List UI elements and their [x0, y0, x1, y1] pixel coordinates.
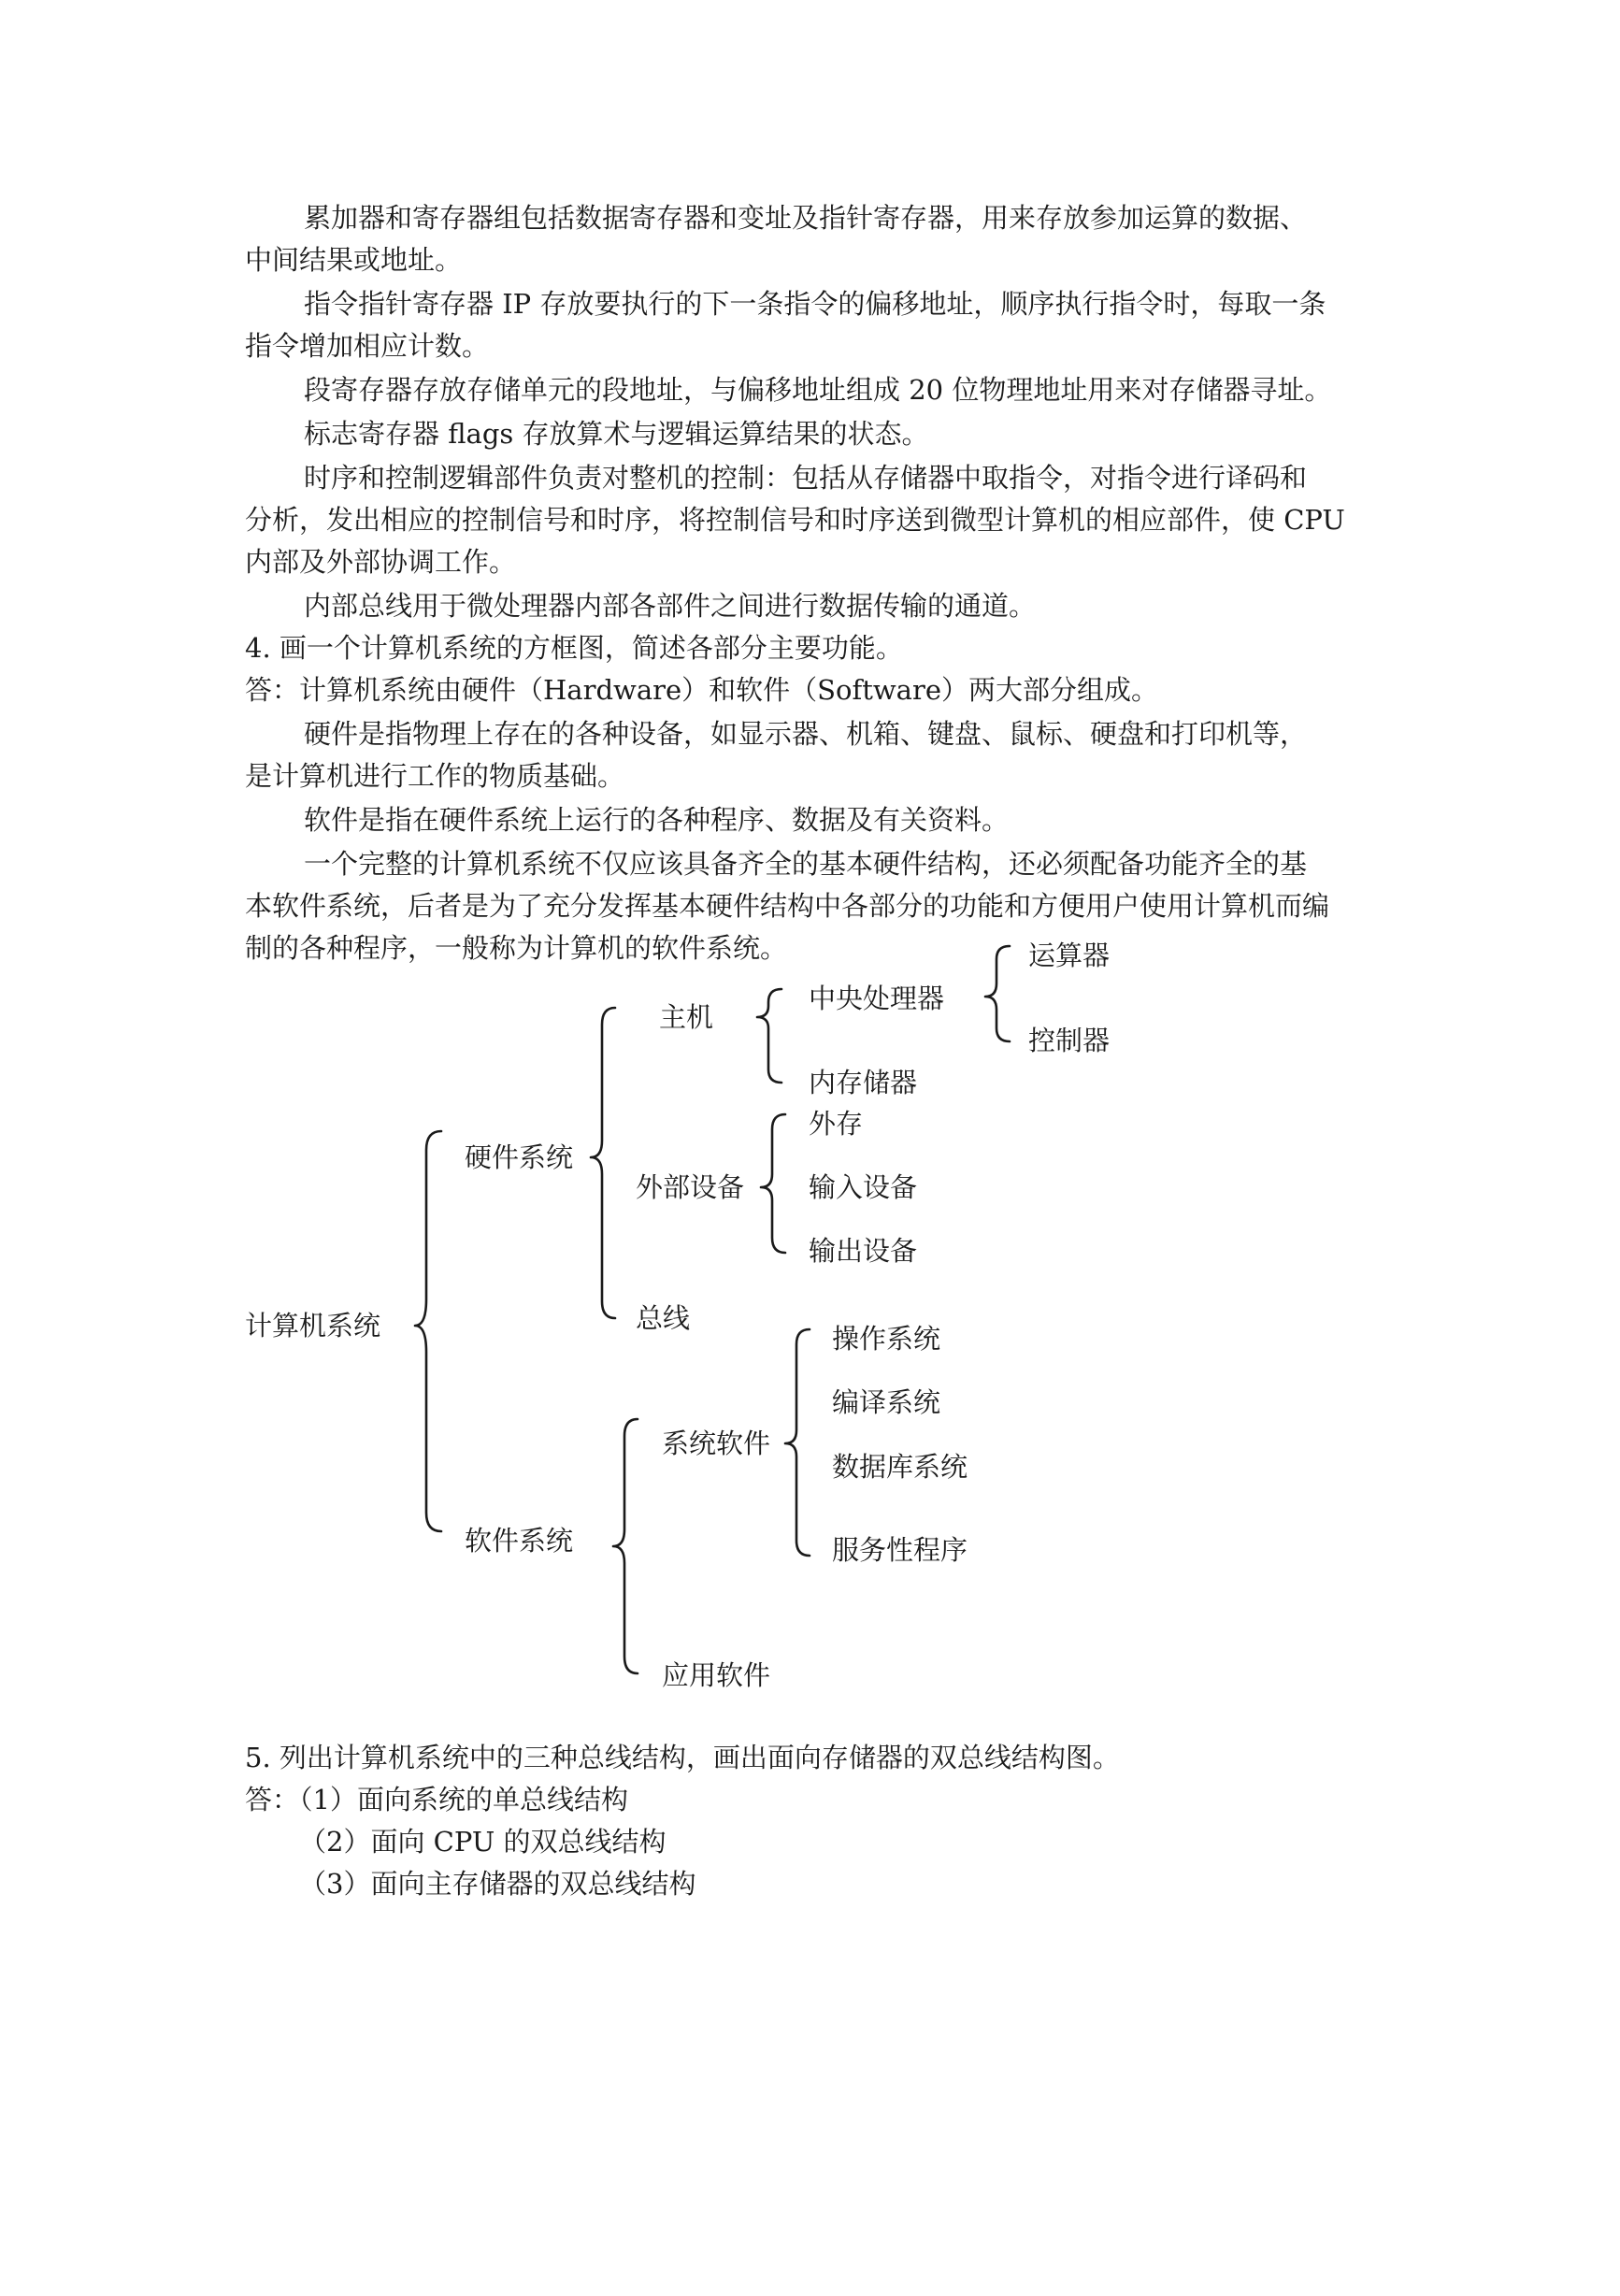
brace-host [757, 989, 781, 1083]
brace-system-software [785, 1329, 810, 1556]
brace-hardware [591, 1008, 615, 1318]
tree-node-root: 计算机系统 [245, 1310, 381, 1342]
tree-node-input: 输入设备 [809, 1171, 918, 1203]
paragraph-flags-register: 标志寄存器 flags 存放算术与逻辑运算结果的状态。 [304, 418, 929, 450]
paragraph-complete-system-line3: 制的各种程序，一般称为计算机的软件系统。 [245, 932, 788, 964]
paragraph-ip-line2: 指令增加相应计数。 [245, 330, 490, 362]
tree-node-memory: 内存储器 [809, 1067, 918, 1098]
paragraph-software: 软件是指在硬件系统上运行的各种程序、数据及有关资料。 [304, 804, 1010, 836]
tree-node-database: 数据库系统 [832, 1451, 968, 1483]
tree-node-bus: 总线 [636, 1302, 691, 1334]
answer-4-intro: 答：计算机系统由硬件（Hardware）和软件（Software）两大部分组成。 [245, 674, 1158, 706]
tree-node-system-software: 系统软件 [662, 1428, 771, 1459]
brace-root [415, 1131, 441, 1531]
paragraph-ip-line1: 指令指针寄存器 IP 存放要执行的下一条指令的偏移地址，顺序执行指令时，每取一条 [304, 288, 1326, 320]
brace-peripherals [761, 1114, 785, 1253]
question-4: 4. 画一个计算机系统的方框图，简述各部分主要功能。 [245, 632, 903, 664]
brace-software [613, 1419, 638, 1673]
tree-node-external-storage: 外存 [809, 1108, 864, 1140]
tree-node-host: 主机 [659, 1001, 714, 1033]
tree-node-os: 操作系统 [832, 1323, 941, 1355]
tree-node-hardware: 硬件系统 [465, 1141, 574, 1173]
question-5: 5. 列出计算机系统中的三种总线结构，画出面向存储器的双总线结构图。 [245, 1742, 1120, 1773]
paragraph-hardware-line1: 硬件是指物理上存在的各种设备，如显示器、机箱、键盘、鼠标、硬盘和打印机等， [304, 718, 1308, 750]
answer-5-item2: （2）面向 CPU 的双总线结构 [299, 1826, 667, 1858]
paragraph-timing-line1: 时序和控制逻辑部件负责对整机的控制：包括从存储器中取指令，对指令进行译码和 [304, 462, 1308, 494]
paragraph-complete-system-line2: 本软件系统，后者是为了充分发挥基本硬件结构中各部分的功能和方便用户使用计算机而编 [245, 890, 1330, 922]
paragraph-complete-system-line1: 一个完整的计算机系统不仅应该具备齐全的基本硬件结构，还必须配备功能齐全的基 [304, 848, 1308, 880]
paragraph-internal-bus: 内部总线用于微处理器内部各部件之间进行数据传输的通道。 [304, 590, 1037, 622]
paragraph-accumulator-line2: 中间结果或地址。 [245, 244, 463, 276]
brace-cpu [985, 946, 1010, 1041]
tree-node-output: 输出设备 [809, 1235, 918, 1267]
paragraph-accumulator-line1: 累加器和寄存器组包括数据寄存器和变址及指针寄存器，用来存放参加运算的数据、 [304, 202, 1308, 234]
tree-node-service: 服务性程序 [832, 1534, 968, 1566]
paragraph-hardware-line2: 是计算机进行工作的物质基础。 [245, 760, 625, 792]
answer-5-item3: （3）面向主存储器的双总线结构 [299, 1868, 696, 1900]
tree-node-alu: 运算器 [1028, 940, 1111, 971]
paragraph-segment-register: 段寄存器存放存储单元的段地址，与偏移地址组成 20 位物理地址用来对存储器寻址。 [304, 374, 1332, 406]
tree-node-compiler: 编译系统 [832, 1386, 941, 1418]
tree-node-peripherals: 外部设备 [636, 1171, 745, 1203]
paragraph-timing-line2: 分析，发出相应的控制信号和时序，将控制信号和时序送到微型计算机的相应部件，使 CPU [245, 504, 1345, 536]
paragraph-timing-line3: 内部及外部协调工作。 [245, 546, 517, 578]
tree-node-cpu: 中央处理器 [809, 983, 945, 1014]
answer-5-item1: 答：（1）面向系统的单总线结构 [245, 1784, 628, 1815]
tree-node-controller: 控制器 [1028, 1025, 1111, 1056]
tree-node-software: 软件系统 [465, 1525, 574, 1557]
tree-node-application: 应用软件 [662, 1659, 771, 1691]
